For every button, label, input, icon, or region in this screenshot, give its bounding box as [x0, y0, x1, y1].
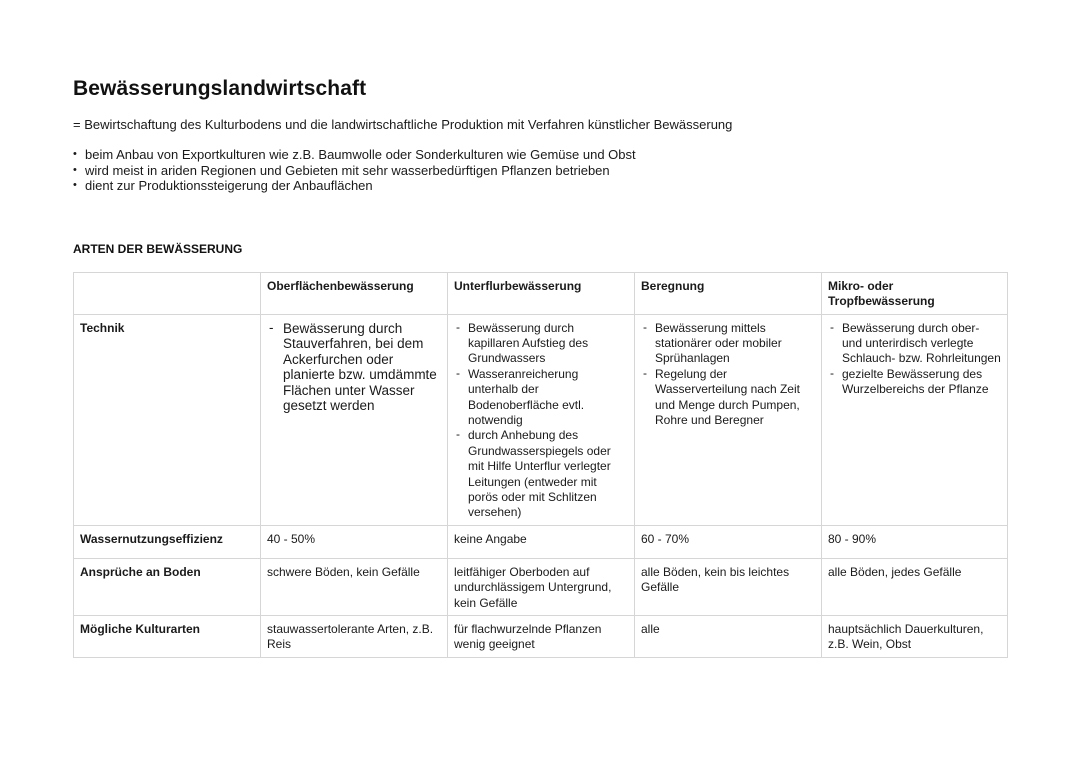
bullet-item: • wird meist in ariden Regionen und Gebieten mit sehr wasserbedürftigen Pflanzen betrieben [73, 163, 1007, 179]
row-label: Technik [74, 314, 261, 525]
table-cell: alle [635, 616, 822, 658]
table-row-effizienz [74, 525, 1008, 558]
bullet-item: • dient zur Produktionssteigerung der Anbauflächen [73, 178, 1007, 194]
cell-technik-unterflur [448, 314, 635, 525]
bullet-item: • beim Anbau von Exportkulturen wie z.B. Baumwolle oder Sonderkulturen wie Gemüse und Obst [73, 147, 1007, 163]
table-cell: 40 - 50% [261, 525, 448, 558]
header-cell-empty [74, 272, 261, 314]
table-cell: 60 - 70% [635, 525, 822, 558]
table-cell: keine Angabe [448, 525, 635, 558]
list-item: - Bewässerung durch ober- und unterirdisch verlegte Schlauch- bzw. Rohrleitungen [828, 321, 1001, 367]
table-cell: 80 - 90% [822, 525, 1008, 558]
list-item: - Wasseranreicherung unterhalb der Bodenoberfläche evtl. notwendig [454, 367, 628, 429]
header-cell-mikro: Mikro- oder Tropfbewässerung [822, 272, 1008, 314]
table-cell: für flachwurzelnde Pflanzen wenig geeignet [448, 616, 635, 658]
table-cell: leitfähiger Oberboden auf undurchlässigem Untergrund, kein Gefälle [448, 558, 635, 615]
row-label: Wassernutzungseffizienz [74, 525, 261, 558]
table-row-technik [74, 314, 1008, 525]
definition-text: = Bewirtschaftung des Kulturbodens und die landwirtschaftliche Produktion mit Verfahren künstlicher Bewässerung [73, 117, 733, 132]
document-page [73, 76, 1007, 658]
irrigation-table [73, 272, 1008, 658]
header-cell-beregnung: Beregnung [635, 272, 822, 314]
cell-technik-oberflaeche [261, 314, 448, 525]
table-header-row [74, 272, 1008, 314]
cell-technik-mikro [822, 314, 1008, 525]
list-item: - Bewässerung durch Stauverfahren, bei dem Ackerfurchen oder planierte bzw. umdämmte Flächen unter Wasser gesetzt werden [267, 321, 441, 414]
table-row-boden [74, 558, 1008, 615]
table-row-kultur [74, 616, 1008, 658]
cell-technik-beregnung [635, 314, 822, 525]
table-cell: hauptsächlich Dauerkulturen, z.B. Wein, Obst [822, 616, 1008, 658]
page-title: Bewässerungslandwirtschaft [73, 77, 367, 100]
header-cell-oberflaeche: Oberflächenbewässerung [261, 272, 448, 314]
bullet-list [73, 147, 1007, 194]
table-cell: alle Böden, jedes Gefälle [822, 558, 1008, 615]
list-item: - Bewässerung durch kapillaren Aufstieg des Grundwassers [454, 321, 628, 367]
row-label: Mögliche Kulturarten [74, 616, 261, 658]
list-item: - durch Anhebung des Grundwasserspiegels oder mit Hilfe Unterflur verlegter Leitungen (entweder mit porös oder mit Schlitzen versehen) [454, 428, 628, 520]
table-cell: alle Böden, kein bis leichtes Gefälle [635, 558, 822, 615]
section-title: ARTEN DER BEWÄSSERUNG [73, 241, 243, 256]
table-cell: schwere Böden, kein Gefälle [261, 558, 448, 615]
list-item: - Regelung der Wasserverteilung nach Zeit und Menge durch Pumpen, Rohre und Beregner [641, 367, 815, 429]
table-cell: stauwassertolerante Arten, z.B. Reis [261, 616, 448, 658]
row-label: Ansprüche an Boden [74, 558, 261, 615]
list-item: - Bewässerung mittels stationärer oder mobiler Sprühanlagen [641, 321, 815, 367]
list-item: - gezielte Bewässerung des Wurzelbereichs der Pflanze [828, 367, 1001, 398]
header-cell-unterflur: Unterflurbewässerung [448, 272, 635, 314]
